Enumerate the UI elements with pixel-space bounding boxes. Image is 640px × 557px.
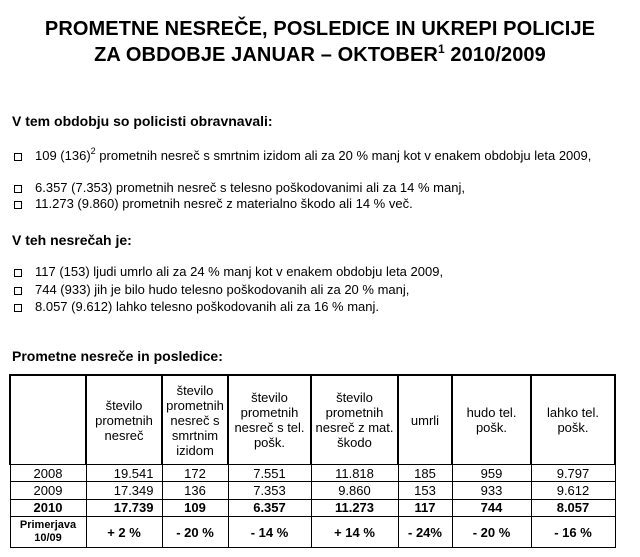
table-cell: 9.860 — [311, 482, 398, 499]
list-item — [14, 299, 626, 315]
table-cell: 7.551 — [228, 465, 311, 482]
table-cell: 17.739 — [86, 499, 162, 516]
table-cell: 9.797 — [531, 465, 615, 482]
title-period: ZA OBDOBJE JANUAR – OKTOBER — [94, 44, 438, 66]
table-cell: 9.612 — [531, 482, 615, 499]
table-cell: - 14 % — [228, 517, 311, 548]
table-cell: 153 — [398, 482, 452, 499]
footnote-mark: 2 — [90, 146, 96, 156]
checkbox-bullet-icon — [14, 304, 22, 312]
checkbox-bullet-icon — [14, 201, 22, 209]
item-text: 8.057 (9.612) lahko telesno poškodovanih ali za 16 % manj. — [35, 299, 379, 314]
item-text-cont: prometnih nesreč s smrtnim izidom ali za 20 % manj kot v enakem obdobju leta 2009, — [95, 148, 592, 163]
header-cell: hudo tel. pošk. — [452, 375, 531, 465]
header-cell: število prometnih nesreč — [86, 375, 162, 465]
table-cell: - 16 % — [531, 517, 615, 548]
list-item — [14, 180, 626, 196]
page-title-line1: PROMETNE NESREČE, POSLEDICE IN UKREPI POLICIJE — [44, 18, 596, 40]
checkbox-bullet-icon — [14, 153, 22, 161]
item-text: 11.273 (9.860) prometnih nesreč z materialno škodo ali 14 % več. — [35, 196, 413, 211]
table-cell: 933 — [452, 482, 531, 499]
title-years: 2010/2009 — [450, 44, 546, 66]
checkbox-bullet-icon — [14, 269, 22, 277]
table-caption: Prometne nesreče in posledice: — [12, 348, 223, 364]
header-cell — [10, 375, 86, 465]
year-cell: 2010 — [10, 499, 86, 516]
list-item — [14, 148, 626, 164]
table-row — [10, 499, 615, 516]
comparison-row — [10, 517, 615, 548]
list-item — [14, 282, 626, 298]
table-row — [10, 482, 615, 499]
comparison-label: Primerjava 10/09 — [10, 517, 86, 548]
item-text: 109 (136) — [35, 148, 91, 163]
table-cell: 172 — [162, 465, 228, 482]
section1-heading: V tem obdobju so policisti obravnavali: — [12, 113, 273, 129]
table-row — [10, 465, 615, 482]
table-cell: 19.541 — [86, 465, 162, 482]
table-cell: 117 — [398, 499, 452, 516]
table-cell: - 20 % — [162, 517, 228, 548]
table-cell: 109 — [162, 499, 228, 516]
list-item — [14, 264, 626, 280]
table-cell: 136 — [162, 482, 228, 499]
table-cell: 17.349 — [86, 482, 162, 499]
table-cell: 8.057 — [531, 499, 615, 516]
table-header-row — [10, 375, 615, 465]
year-cell: 2008 — [10, 465, 86, 482]
title-footnote-mark: 1 — [437, 42, 445, 56]
table-cell: 6.357 — [228, 499, 311, 516]
table-cell: - 20 % — [452, 517, 531, 548]
accidents-table — [9, 374, 616, 548]
table-cell: 744 — [452, 499, 531, 516]
table-cell: 11.818 — [311, 465, 398, 482]
item-text: 6.357 (7.353) prometnih nesreč s telesno poškodovanimi ali za 14 % manj, — [35, 180, 465, 195]
header-cell: lahko tel. pošk. — [531, 375, 615, 465]
page-title-line2 — [0, 44, 640, 67]
header-cell: umrli — [398, 375, 452, 465]
table-cell: + 14 % — [311, 517, 398, 548]
table-cell: 7.353 — [228, 482, 311, 499]
section2-heading: V teh nesrečah je: — [12, 232, 132, 248]
item-text: 744 (933) jih je bilo hudo telesno poškodovanih ali za 20 % manj, — [35, 282, 410, 297]
table-cell: 11.273 — [311, 499, 398, 516]
item-text: 117 (153) ljudi umrlo ali za 24 % manj kot v enakem obdobju leta 2009, — [35, 264, 444, 279]
year-cell: 2009 — [10, 482, 86, 499]
table-cell: 185 — [398, 465, 452, 482]
list-item — [14, 196, 626, 212]
table-cell: + 2 % — [86, 517, 162, 548]
header-cell: število prometnih nesreč s tel. pošk. — [228, 375, 311, 465]
header-cell: število prometnih nesreč s smrtnim izidom — [162, 375, 228, 465]
checkbox-bullet-icon — [14, 185, 22, 193]
table-cell: - 24% — [398, 517, 452, 548]
table-cell: 959 — [452, 465, 531, 482]
header-cell: število prometnih nesreč z mat. škodo — [311, 375, 398, 465]
checkbox-bullet-icon — [14, 287, 22, 295]
